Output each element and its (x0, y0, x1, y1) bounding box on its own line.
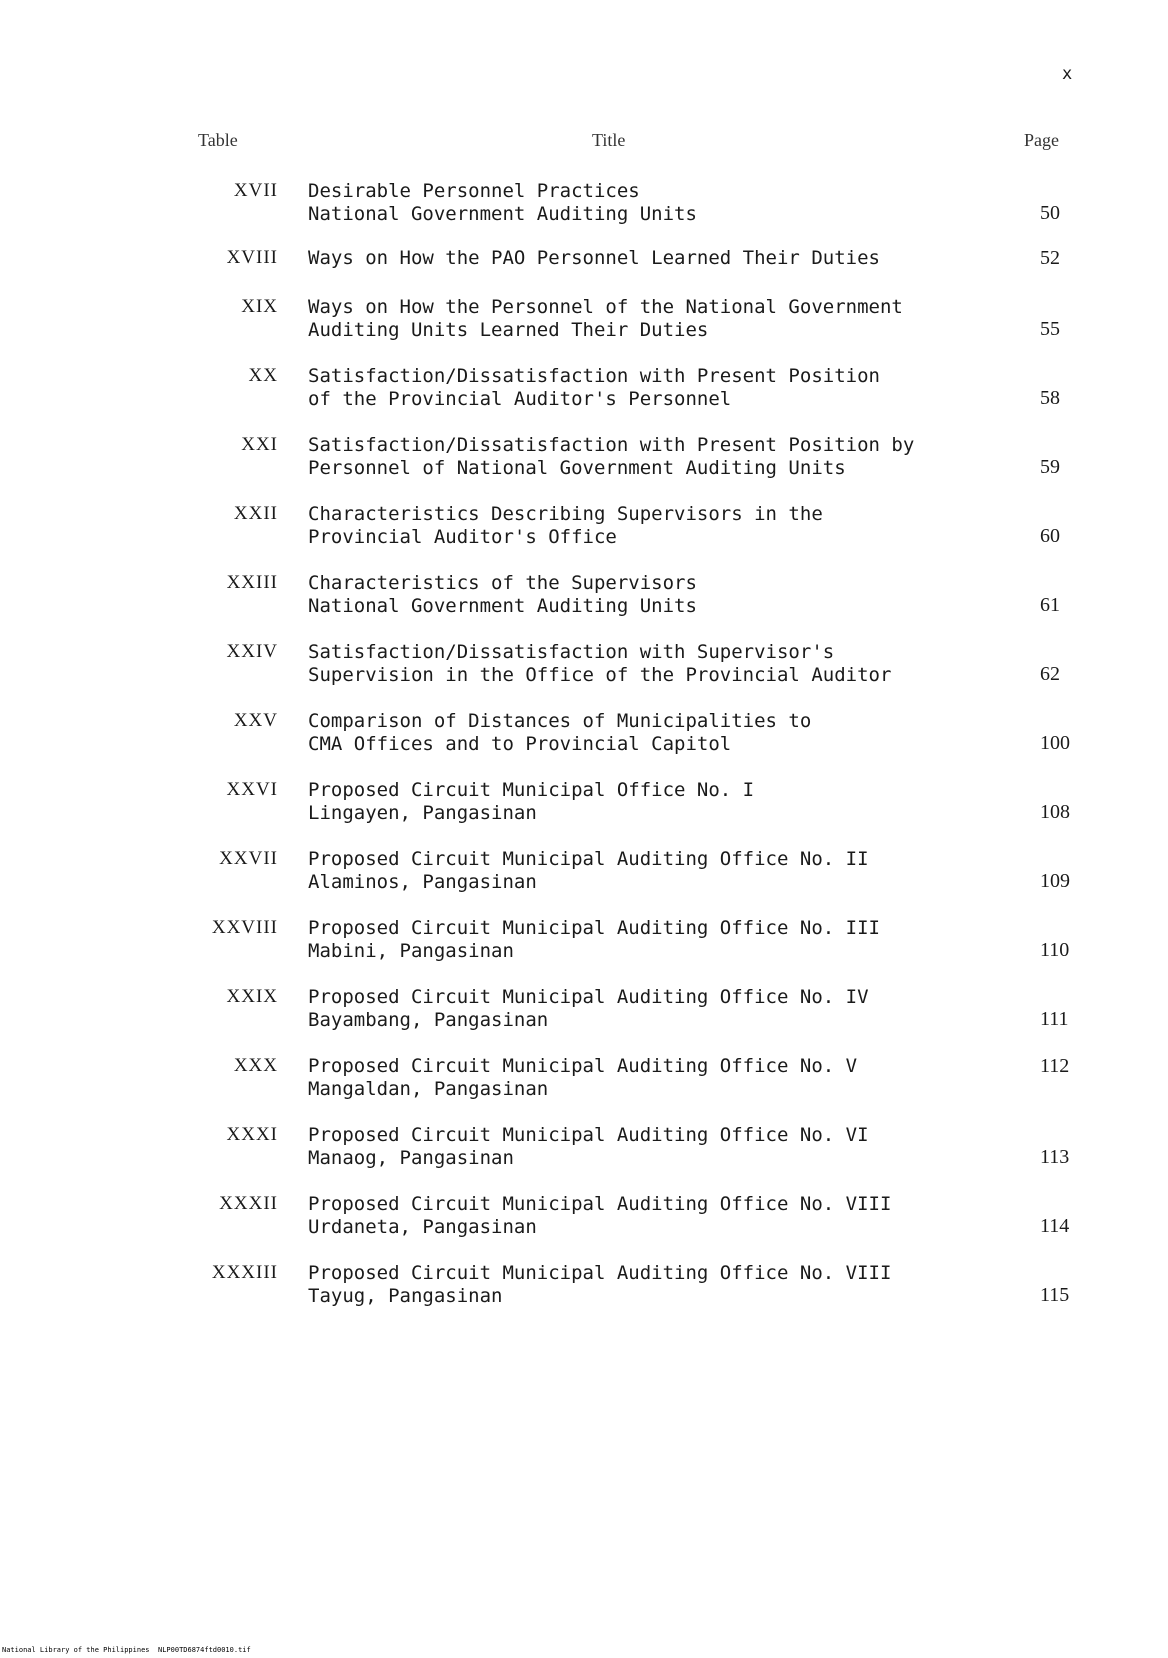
list-item (0, 180, 1168, 240)
table-number: XIX (241, 296, 278, 317)
table-title-line1: Satisfaction/Dissatisfaction with Present Position by (308, 434, 915, 456)
table-title-line2: of the Provincial Auditor's Personnel (308, 388, 732, 410)
table-column-header: Table (198, 130, 238, 150)
table-number: XXV (233, 710, 278, 731)
table-number: XVII (233, 180, 278, 201)
table-title-line2: Supervision in the Office of the Provincial Auditor (308, 664, 892, 686)
table-title-line1: Proposed Circuit Municipal Auditing Office No. VIII (308, 1193, 892, 1215)
table-title-line1: Characteristics of the Supervisors (308, 572, 697, 594)
table-title-line2: Mangaldan, Pangasinan (308, 1078, 549, 1100)
table-title-line1: Proposed Circuit Municipal Auditing Office No. III (308, 917, 880, 939)
table-title-line1: Proposed Circuit Municipal Office No. I (308, 779, 755, 801)
table-page: 112 (1040, 1055, 1070, 1077)
title-column-header: Title (592, 130, 626, 150)
page-number: x (1062, 64, 1073, 84)
table-page: 61 (1040, 594, 1060, 616)
list-item (0, 986, 1168, 1046)
table-title-line2: Lingayen, Pangasinan (308, 802, 537, 824)
table-title-line2: Auditing Units Learned Their Duties (308, 319, 709, 341)
table-title-line2: Urdaneta, Pangasinan (308, 1216, 537, 1238)
table-page: 109 (1040, 870, 1070, 892)
table-number: XVIII (226, 247, 278, 268)
table-number: XX (248, 365, 278, 386)
table-title-line1: Satisfaction/Dissatisfaction with Supervisor's (308, 641, 835, 663)
table-title-line2: National Government Auditing Units (308, 595, 697, 617)
table-number: XXX (233, 1055, 278, 1076)
table-title-line2: Tayug, Pangasinan (308, 1285, 503, 1307)
table-number: XXXI (226, 1124, 278, 1145)
table-title-line1: Proposed Circuit Municipal Auditing Office No. V (308, 1055, 858, 1077)
list-item (0, 365, 1168, 425)
list-item (0, 1055, 1168, 1115)
table-page: 52 (1040, 247, 1060, 269)
table-number: XXXII (219, 1193, 278, 1214)
table-page: 100 (1040, 732, 1070, 754)
list-item (0, 917, 1168, 977)
table-page: 115 (1040, 1284, 1070, 1306)
list-item (0, 1193, 1168, 1253)
list-item (0, 1262, 1168, 1322)
table-page: 58 (1040, 387, 1060, 409)
list-item (0, 641, 1168, 701)
table-title-line2: Alaminos, Pangasinan (308, 871, 537, 893)
table-title-line1: Characteristics Describing Supervisors in the (308, 503, 823, 525)
table-page: 55 (1040, 318, 1060, 340)
footer-library: National Library of the Philippines (2, 1646, 150, 1654)
table-title-line1: Proposed Circuit Municipal Auditing Office No. IV (308, 986, 869, 1008)
list-item (0, 296, 1168, 356)
table-page: 60 (1040, 525, 1060, 547)
table-page: 111 (1040, 1008, 1069, 1030)
table-title-line1: Desirable Personnel Practices (308, 180, 640, 202)
table-title-line1: Ways on How the PAO Personnel Learned Their Duties (308, 247, 880, 269)
list-item (0, 434, 1168, 494)
table-number: XXVII (219, 848, 278, 869)
table-title-line2: CMA Offices and to Provincial Capitol (308, 733, 732, 755)
list-item (0, 503, 1168, 563)
table-number: XXIV (226, 641, 278, 662)
table-page: 108 (1040, 801, 1070, 823)
table-number: XXII (233, 503, 278, 524)
table-title-line1: Proposed Circuit Municipal Auditing Office No. II (308, 848, 869, 870)
table-title-line2: Personnel of National Government Auditing Units (308, 457, 846, 479)
table-page: 113 (1040, 1146, 1070, 1168)
table-title-line2: Manaog, Pangasinan (308, 1147, 514, 1169)
table-number: XXIX (226, 986, 278, 1007)
footer-filename: NLP00TD6874ftd0010.tif (158, 1646, 251, 1654)
table-title-line1: Comparison of Distances of Municipalities to (308, 710, 812, 732)
table-title-line2: Provincial Auditor's Office (308, 526, 617, 548)
table-title-line2: National Government Auditing Units (308, 203, 697, 225)
table-number: XXI (241, 434, 278, 455)
table-page: 62 (1040, 663, 1060, 685)
list-item (0, 710, 1168, 770)
table-title-line1: Ways on How the Personnel of the National Government (308, 296, 903, 318)
list-item (0, 848, 1168, 908)
list-item (0, 779, 1168, 839)
table-title-line1: Satisfaction/Dissatisfaction with Present Position (308, 365, 880, 387)
table-number: XXXIII (211, 1262, 278, 1283)
table-title-line1: Proposed Circuit Municipal Auditing Office No. VIII (308, 1262, 892, 1284)
table-page: 50 (1040, 202, 1060, 224)
table-number: XXVI (226, 779, 278, 800)
table-title-line1: Proposed Circuit Municipal Auditing Office No. VI (308, 1124, 869, 1146)
table-number: XXIII (226, 572, 278, 593)
list-item (0, 572, 1168, 632)
page-column-header: Page (1024, 130, 1059, 150)
table-page: 114 (1040, 1215, 1070, 1237)
table-page: 110 (1040, 939, 1070, 961)
table-page: 59 (1040, 456, 1060, 478)
list-item (0, 1124, 1168, 1184)
table-number: XXVIII (211, 917, 278, 938)
table-title-line2: Mabini, Pangasinan (308, 940, 514, 962)
table-title-line2: Bayambang, Pangasinan (308, 1009, 549, 1031)
